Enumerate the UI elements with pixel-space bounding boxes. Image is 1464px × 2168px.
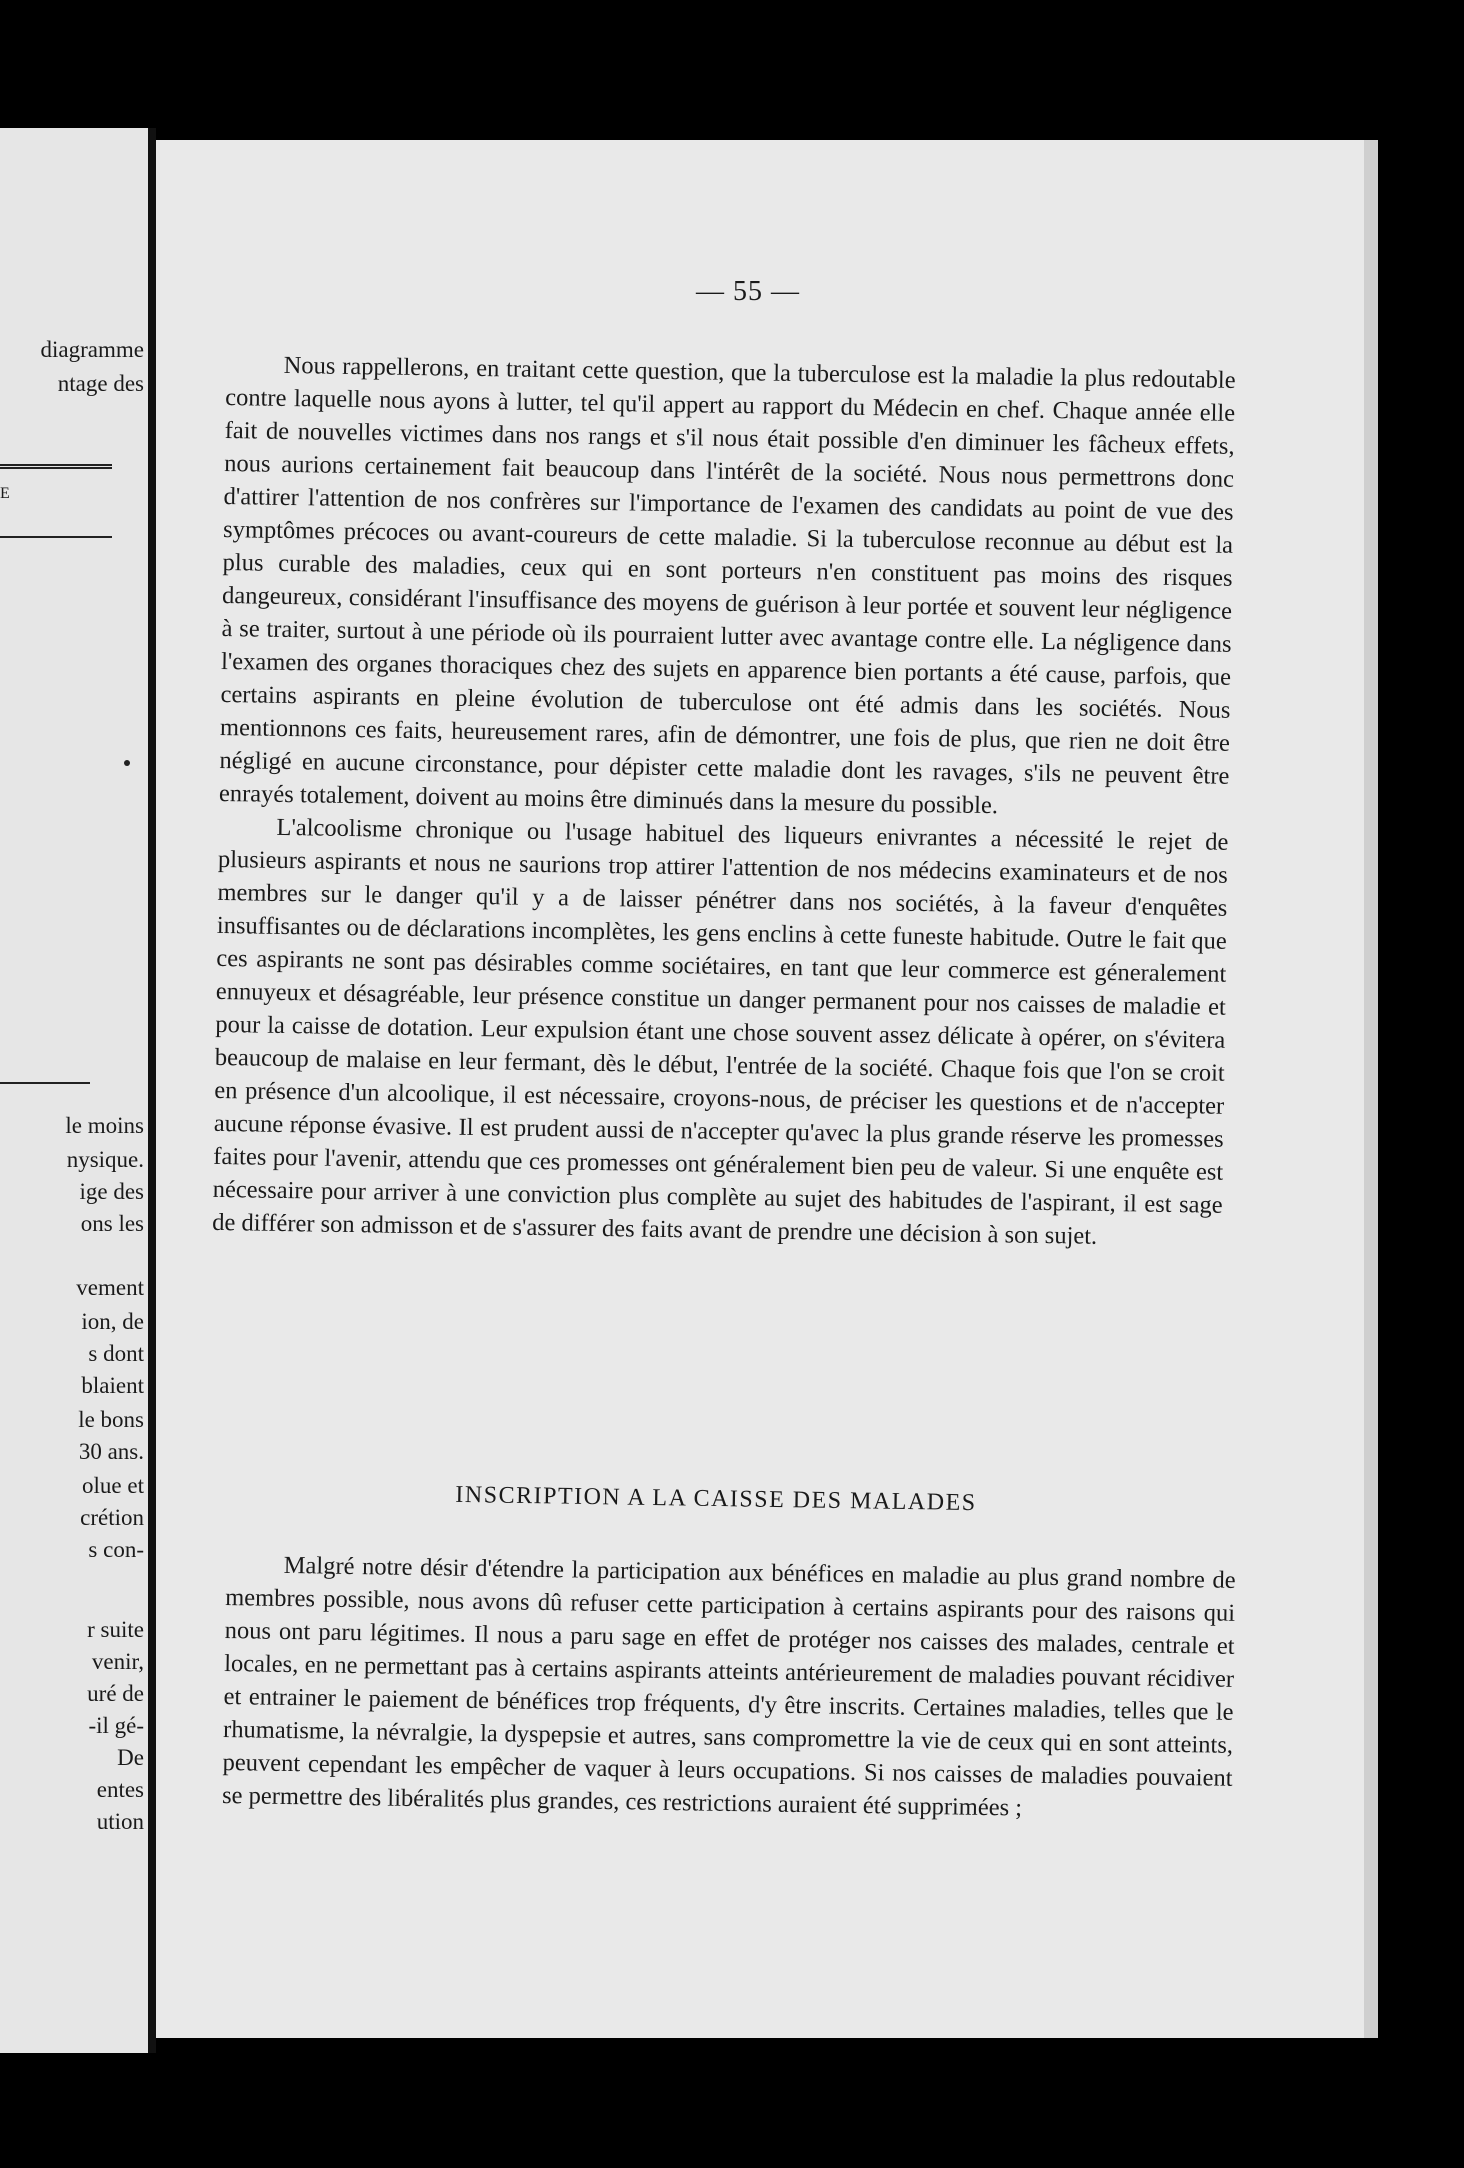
- left-page-rule: [0, 1082, 90, 1084]
- paragraph-alcoolisme: L'alcoolisme chronique ou l'usage habituel des liqueurs enivrantes a nécessité le rejet de plusieurs aspirants et nous ne saurions trop attirer l'attention de nos médecins examinateurs et de nos membres sur le danger qu'il y a de laisser pénétrer dans nos sociétés, à la faveur d'enquêtes insuffisantes ou de déclarations incomplètes, les gens enclins à cette funeste habitude. Outre le fait que ces aspirants ne sont pas désirables comme sociétaires, en tant que leur commerce est géneralement ennuyeux et désagréable, leur présence constitue un danger permanent pour nos caisses de maladie et pour la caisse de dotation. Leur expulsion étant une chose souvent assez délicate à opérer, on s'évitera beaucoup de malaise en leur fermant, dès le début, l'entrée de la société. Chaque fois que l'on se croit en présence d'un alcoolique, il est nécessaire, croyons-nous, de préciser les questions et de n'accepter aucune réponse évasive. Il est prudent aussi de n'accepter qu'avec la plus grande réserve les promesses faites pour l'avenir, attendu que ces promesses ont généralement bien peu de valeur. Si une enquête est nécessaire pour arriver à une conviction plus complète au sujet des habitudes de l'aspirant, il est sage de différer son admisson et de s'assurer des faits avant de prendre une décision à son sujet.: [212, 813, 1229, 1250]
- left-page-line: crétion: [80, 1505, 144, 1530]
- left-page-line: 30 ans.: [78, 1439, 144, 1464]
- left-page-line: entes: [96, 1777, 144, 1802]
- left-page-line: blaient: [81, 1373, 144, 1398]
- left-page-rule: [0, 536, 112, 538]
- body-text-block: [212, 348, 1236, 1255]
- left-page-line: uré de: [87, 1681, 144, 1706]
- left-page-line: le bons: [78, 1407, 144, 1432]
- left-page-line: r suite: [87, 1617, 144, 1642]
- left-page-double-rule: [0, 464, 112, 469]
- page-edge: [1364, 140, 1378, 2038]
- section-heading: INSCRIPTION A LA CAISSE DES MALADES: [455, 1481, 977, 1517]
- page-number: — 55 —: [696, 276, 800, 307]
- left-page-line: ntage des: [57, 371, 144, 396]
- left-page-line: ion, de: [81, 1309, 144, 1334]
- left-page-line: ution: [96, 1809, 144, 1834]
- left-page-line: diagramme: [40, 337, 144, 362]
- left-page-line: nysique.: [66, 1147, 144, 1172]
- left-page-line: ons les: [80, 1211, 144, 1236]
- left-page-line: s dont: [88, 1341, 144, 1366]
- left-page-line: vement: [76, 1275, 144, 1300]
- right-page: [156, 140, 1378, 2038]
- left-page-line: -il gé-: [88, 1713, 144, 1738]
- paragraph-tuberculose: Nous rappellerons, en traitant cette question, que la tuberculose est la maladie la plus redoutable contre laquelle nous ayons à lutter, tel qu'il appert au rapport du Médecin en chef. Chaque année elle fait de nouvelles victimes dans nos rangs et s'il nous était possible d'en diminuer les fâcheux effets, nous aurions certainement fait beaucoup dans l'intérêt de la société. Nous nous permettrons donc d'attirer l'attention de nos confrères sur l'importance de l'examen des candidats au point de vue des symptômes précoces ou avant-coureurs de cette maladie. Si la tuberculose reconnue au début est la plus curable des maladies, ceux qui en sont porteurs n'en constituent pas moins des risques dangeureux, considérant l'insuffisance des moyens de guérison à leur portée et souvent leur négligence à se traiter, surtout à une période où ils pourraient lutter avec avantage contre elle. La négligence dans l'examen des organes thoraciques chez des sujets en apparence bien portants a été cause, parfois, que certains aspirants en pleine évolution de tuberculose ont été admis dans les sociétés. Nous mentionnons ces faits, heureusement rares, afin de démontrer, une fois de plus, que rien ne doit être négligé en aucune circonstance, pour dépister cette maladie dont les ravages, s'ils ne peuvent être enrayés totalement, doivent au moins être diminués dans la mesure du possible.: [218, 351, 1236, 820]
- page-gutter: [148, 128, 156, 2053]
- left-page-line: De: [117, 1745, 144, 1770]
- body-text-block: [222, 1548, 1236, 1828]
- left-page-line: ige des: [79, 1179, 144, 1204]
- left-page-marker: E: [0, 485, 10, 502]
- left-page-fragment: [0, 128, 152, 2053]
- left-page-line: le moins: [65, 1113, 144, 1138]
- left-page-line: venir,: [91, 1649, 144, 1674]
- paragraph-inscription: Malgré notre désir d'étendre la participation aux bénéfices en maladie au plus grand nombre de membres possible, nous avons dû refuser cette participation à certains aspirants pour des raisons qui nous ont paru légitimes. Il nous a paru sage en effet de protéger nos caisses des malades, centrale et locales, en ne permettant pas à certains aspirants atteints antérieurement de maladies pouvant récidiver et entrainer le paiement de bénéfices trop fréquents, d'y être inscrits. Certaines maladies, telles que le rhumatisme, la névralgie, la dyspepsie et autres, sans compromettre la vie de ceux qui en sont atteints, peuvent cependant les empêcher de vaquer à leurs occupations. Si nos caisses de maladies pouvaient se permettre des libéralités plus grandes, ces restrictions auraient été supprimées ;: [221, 1551, 1236, 1822]
- left-page-dot: [124, 760, 130, 766]
- left-page-line: olue et: [82, 1473, 144, 1498]
- left-page-line: s con-: [88, 1537, 144, 1562]
